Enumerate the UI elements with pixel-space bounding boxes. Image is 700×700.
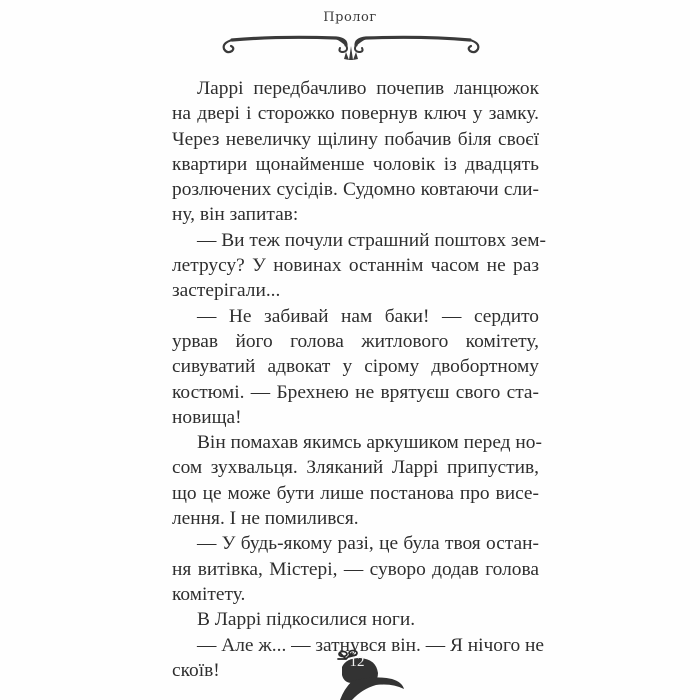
scroll-divider-icon (218, 32, 484, 62)
page-number: 12 (349, 654, 365, 670)
text-line: сивуватий адвокат у сірому двобортному (172, 356, 539, 378)
text-line: скоїв! (172, 659, 220, 681)
text-line: що це може бути лише постанова про висе- (172, 482, 539, 504)
text-line: на двері і сторожко повернув ключ у замку. (172, 103, 539, 125)
text-line: ня витівка, Містері, — суворо додав голова (172, 558, 539, 580)
text-line: Він помахав якимсь аркушиком перед но- (197, 432, 542, 454)
text-line: лення. І не помилився. (172, 508, 359, 530)
text-line: Через невеличку щілину побачив біля своєї (172, 128, 539, 150)
text-line: ну, він запитав: (172, 204, 299, 226)
text-line: — Але ж... — затнувся він. — Я нічого не (197, 634, 544, 656)
text-line: костюмі. — Брехнею не врятуєш свого ста- (172, 381, 539, 403)
text-line: квартири щонайменше чоловік із двадцять (172, 153, 539, 175)
text-line: Ларрі передбачливо почепив ланцюжок (197, 78, 539, 99)
text-line: новища! (172, 406, 242, 428)
text-line: — Не забивай нам баки! — сердито (197, 305, 539, 327)
text-line: застерігали... (172, 280, 281, 302)
text-line: — Ви теж почули страшний поштовх зем- (197, 229, 546, 251)
text-line: урвав його голова житлового комітету, (172, 330, 539, 352)
running-head: Пролог (323, 10, 377, 25)
text-line: В Ларрі підкосилися ноги. (197, 609, 416, 631)
text-line: сом зухвальця. Зляканий Ларрі припустив, (172, 457, 539, 479)
body-text (172, 76, 546, 683)
text-line: розлючених сусідів. Судомно ковтаючи сли- (172, 179, 539, 201)
text-line: — У будь-якому разі, це була твоя остан- (197, 533, 539, 555)
text-line: летрусу? У новинах останнім часом не раз (172, 255, 539, 277)
text-line: комітету. (172, 583, 246, 605)
